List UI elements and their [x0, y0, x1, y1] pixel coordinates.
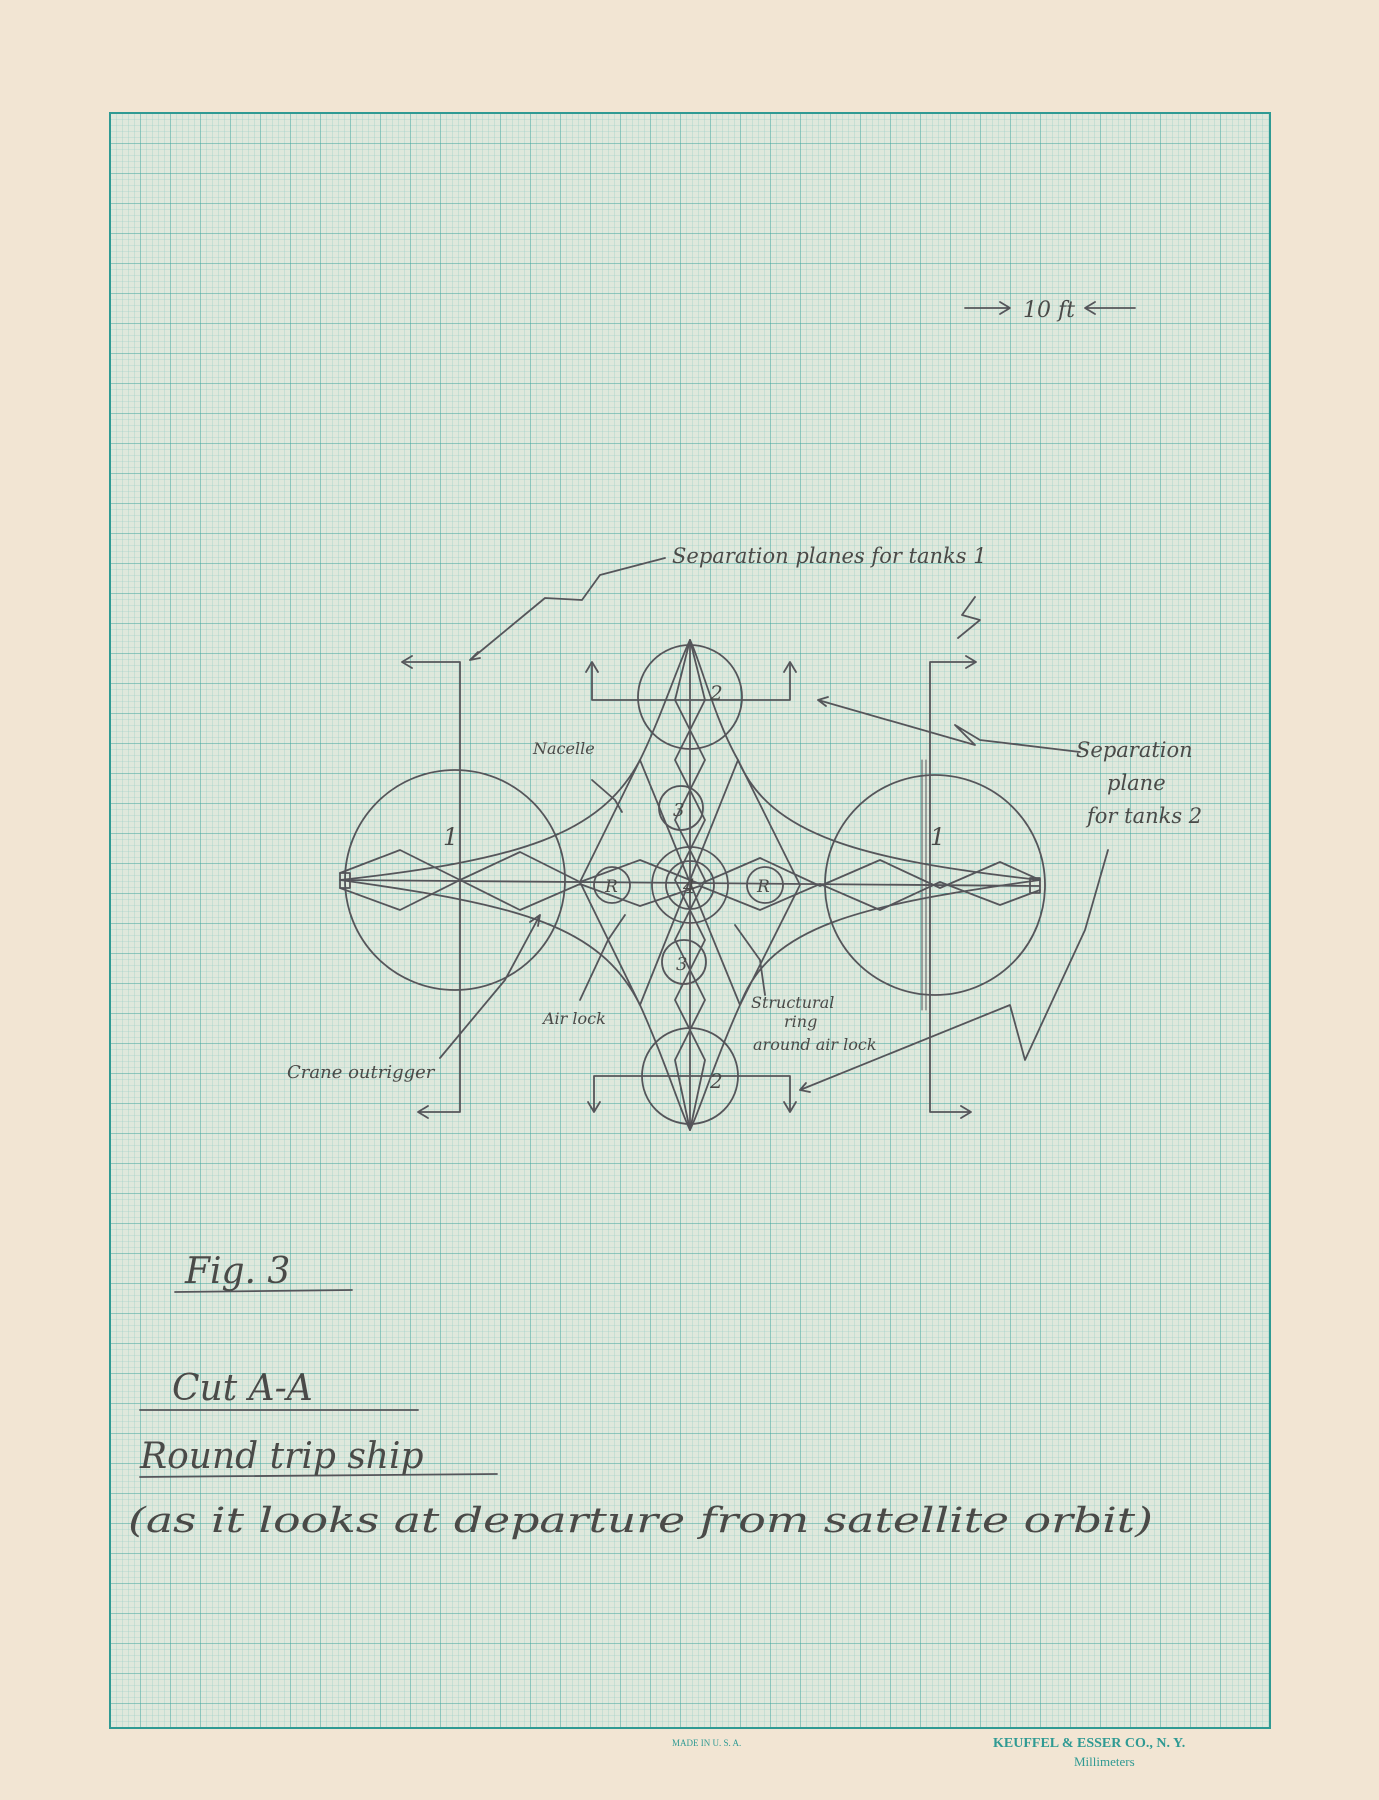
caption-subtitle: (as it looks at departure from satellite orbit)	[128, 1501, 1153, 1541]
tank-label-3-lower: 3	[676, 954, 688, 975]
label-structural-2: ring	[784, 1012, 818, 1031]
scale-label: 10 ft	[1023, 298, 1075, 323]
caption-title: Round trip ship	[140, 1436, 424, 1477]
label-nacelle: Nacelle	[533, 739, 595, 758]
tank-label-2-top: 2	[710, 681, 723, 705]
tank-label-2-bottom: 2	[710, 1069, 723, 1093]
tank-label-4-center: 4	[683, 874, 696, 898]
footer-units: Millimeters	[1074, 1754, 1135, 1769]
tank-label-r-right: R	[757, 877, 770, 897]
tank-label-3-upper: 3	[673, 800, 685, 821]
footer-made-in: MADE IN U. S. A.	[672, 1738, 742, 1748]
label-separation-plane-2: plane	[1107, 771, 1166, 795]
caption-fig: Fig. 3	[185, 1251, 291, 1292]
label-separation-plane-1: Separation	[1076, 738, 1193, 762]
label-separation-tanks-1: Separation planes for tanks 1	[672, 544, 987, 568]
paper-footer	[672, 1736, 1185, 1769]
caption-cut: Cut A-A	[172, 1368, 313, 1409]
tank-label-1-left: 1	[443, 823, 459, 851]
label-structural-3: around air lock	[753, 1035, 877, 1054]
label-air-lock: Air lock	[543, 1009, 606, 1028]
label-structural-1: Structural	[751, 993, 835, 1012]
label-separation-plane-3: for tanks 2	[1087, 804, 1203, 828]
tank-label-1-right: 1	[930, 823, 946, 851]
tank-label-r-left: R	[605, 877, 618, 897]
footer-maker: KEUFFEL & ESSER CO., N. Y.	[993, 1736, 1186, 1751]
label-crane-outrigger: Crane outrigger	[287, 1062, 435, 1083]
